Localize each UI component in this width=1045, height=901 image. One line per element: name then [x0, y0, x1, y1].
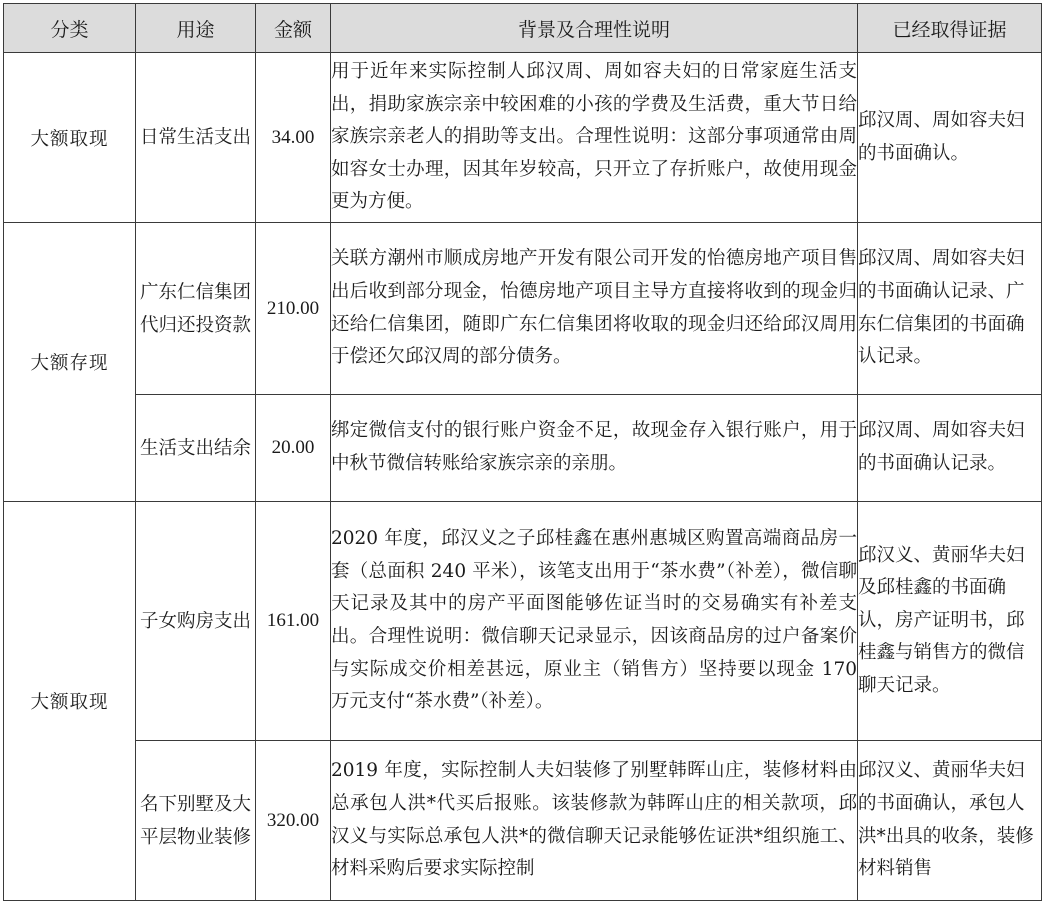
category-cell: 大额取现 — [4, 502, 136, 901]
background-cell: 关联方潮州市顺成房地产开发有限公司开发的怡德房地产项目售出后收到部分现金，怡德房地产项目主导方直接将收到的现金归还给仁信集团，随即广东仁信集团将收取的现金归还给邱汉周用于偿还欠邱汉周的部分债务。 — [331, 223, 858, 395]
evidence-cell: 邱汉周、周如容夫妇的书面确认。 — [858, 53, 1042, 223]
cash-usage-table — [3, 3, 1042, 901]
evidence-cell: 邱汉义、黄丽华夫妇的书面确认，承包人洪*出具的收条，装修材料销售 — [858, 741, 1042, 901]
usage-cell: 名下别墅及大平层物业装修 — [136, 741, 256, 901]
amount-cell: 320.00 — [256, 741, 331, 901]
header-row — [4, 4, 1042, 53]
amount-cell: 161.00 — [256, 502, 331, 741]
header-background: 背景及合理性说明 — [331, 4, 858, 53]
table-row — [4, 53, 1042, 223]
evidence-cell: 邱汉义、黄丽华夫妇及邱桂鑫的书面确认，房产证明书，邱桂鑫与销售方的微信聊天记录。 — [858, 502, 1042, 741]
background-cell: 2019 年度，实际控制人夫妇装修了别墅韩晖山庄，装修材料由总承包人洪*代买后报账。该装修款为韩晖山庄的相关款项，邱汉义与实际总承包人洪*的微信聊天记录能够佐证洪*组织施工、材料采购后要求实际控制 — [331, 741, 858, 901]
usage-cell: 广东仁信集团代归还投资款 — [136, 223, 256, 395]
header-amount: 金额 — [256, 4, 331, 53]
header-usage: 用途 — [136, 4, 256, 53]
table-row — [4, 395, 1042, 502]
background-cell: 用于近年来实际控制人邱汉周、周如容夫妇的日常家庭生活支出，捐助家族宗亲中较困难的小孩的学费及生活费，重大节日给家族宗亲老人的捐助等支出。合理性说明：这部分事项通常由周如容女士办理，因其年岁较高，只开立了存折账户，故使用现金更为方便。 — [331, 53, 858, 223]
background-cell: 2020 年度，邱汉义之子邱桂鑫在惠州惠城区购置高端商品房一套（总面积 240 平米），该笔支出用于“茶水费”（补差），微信聊天记录及其中的房产平面图能够佐证当时的交易确实有补差支出。合理性说明：微信聊天记录显示，因该商品房的过户备案价与实际成交价相差甚远，原业主（销售方）坚持要以现金 170 万元支付“茶水费”（补差）。 — [331, 502, 858, 741]
amount-cell: 20.00 — [256, 395, 331, 502]
usage-cell: 生活支出结余 — [136, 395, 256, 502]
table-row — [4, 223, 1042, 395]
evidence-cell: 邱汉周、周如容夫妇的书面确认记录。 — [858, 395, 1042, 502]
category-cell: 大额存现 — [4, 223, 136, 502]
usage-cell: 子女购房支出 — [136, 502, 256, 741]
table-row — [4, 741, 1042, 901]
amount-cell: 210.00 — [256, 223, 331, 395]
header-evidence: 已经取得证据 — [858, 4, 1042, 53]
amount-cell: 34.00 — [256, 53, 331, 223]
evidence-cell: 邱汉周、周如容夫妇的书面确认记录、广东仁信集团的书面确认记录。 — [858, 223, 1042, 395]
category-cell: 大额取现 — [4, 53, 136, 223]
table-row — [4, 502, 1042, 741]
background-cell: 绑定微信支付的银行账户资金不足，故现金存入银行账户，用于中秋节微信转账给家族宗亲的亲朋。 — [331, 395, 858, 502]
usage-cell: 日常生活支出 — [136, 53, 256, 223]
header-category: 分类 — [4, 4, 136, 53]
